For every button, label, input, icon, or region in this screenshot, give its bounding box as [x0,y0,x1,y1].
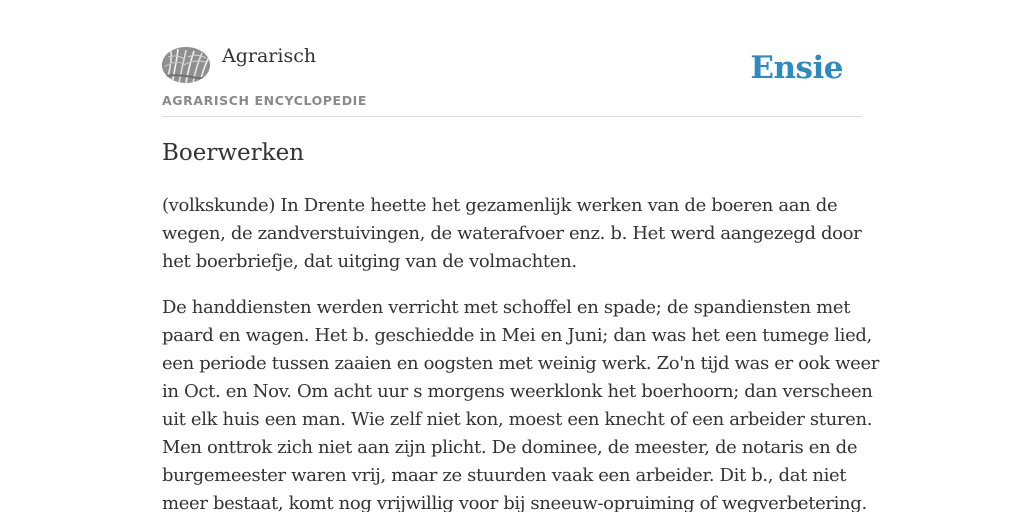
wheat-field-icon[interactable] [162,47,210,83]
text-line: (volkskunde) In Drente heette het gezamenlijk werken van de boeren aan de [162,195,838,216]
text-line: meer bestaat, komt nog vrijwillig voor bij sneeuw-opruiming of wegverbetering. [162,493,867,512]
source-name-link[interactable]: Agrarisch [222,45,317,67]
brand-logo-link[interactable]: Ensie [750,50,843,86]
text-line: uit elk huis een man. Wie zelf niet kon, moest een knecht of een arbeider sturen. [162,409,873,430]
text-line: Men onttrok zich niet aan zijn plicht. De dominee, de meester, de notaris en de [162,437,858,458]
paragraph-2 [162,294,879,512]
article-title: Boerwerken [162,140,305,166]
text-line: paard en wagen. Het b. geschiedde in Mei en Juni; dan was het een tumege lied, [162,325,872,346]
text-line: in Oct. en Nov. Om acht uur s morgens weerklonk het boerhoorn; dan verscheen [162,381,873,402]
source-header [162,0,862,117]
article-body [162,192,879,512]
source-subtitle: AGRARISCH ENCYCLOPEDIE [162,93,368,108]
paragraph-1 [162,192,862,276]
text-line: wegen, de zandverstuivingen, de waterafvoer enz. b. Het werd aangezegd door [162,223,862,244]
text-line: burgemeester waren vrij, maar ze stuurden vaak een arbeider. Dit b., dat niet [162,465,847,486]
content-container [162,0,879,512]
text-line: een periode tussen zaaien en oogsten met weinig werk. Zo'n tijd was er ook weer [162,353,879,374]
text-line: De handdiensten werden verricht met schoffel en spade; de spandiensten met [162,297,851,318]
text-line: het boerbriefje, dat uitging van de volmachten. [162,251,577,272]
